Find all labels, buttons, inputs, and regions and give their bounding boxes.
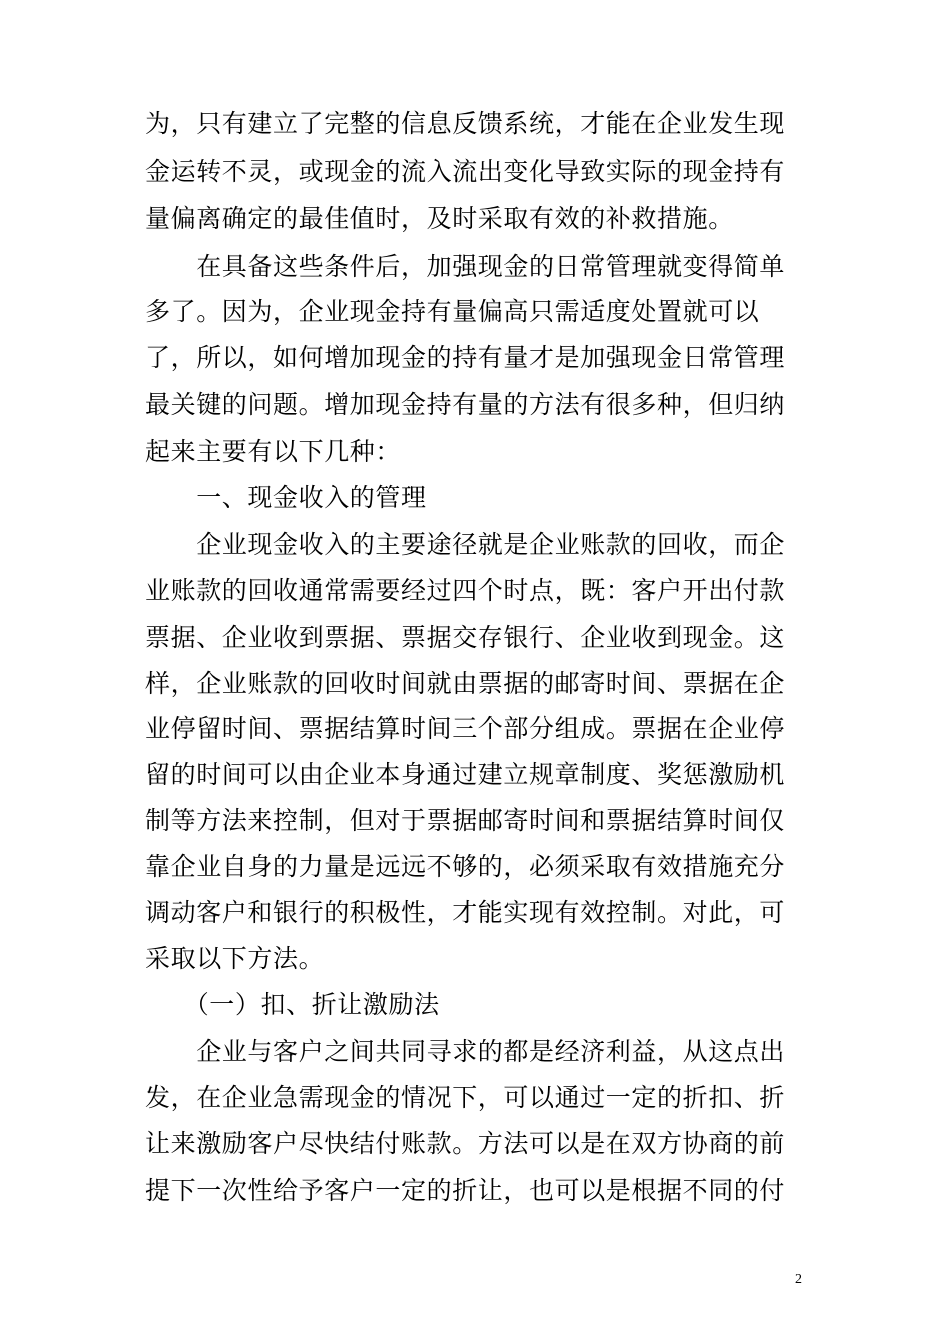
text-line: 调动客户和银行的积极性，才能实现有效控制。对此，可 <box>145 898 786 927</box>
text-line: 金运转不灵，或现金的流入流出变化导致实际的现金持有 <box>145 157 786 186</box>
text-line: 起来主要有以下几种： <box>145 437 402 466</box>
text-line: 样，企业账款的回收时间就由票据的邮寄时间、票据在企 <box>145 669 786 698</box>
text-line: 让来激励客户尽快结付账款。方法可以是在双方协商的前 <box>145 1129 786 1158</box>
section-heading: 一、现金收入的管理 <box>145 483 427 512</box>
text-line: 靠企业自身的力量是远远不够的，必须采取有效措施充分 <box>145 852 786 881</box>
text-line: 在具备这些条件后，加强现金的日常管理就变得简单 <box>145 252 786 281</box>
text-line: 制等方法来控制，但对于票据邮寄时间和票据结算时间仅 <box>145 806 786 835</box>
text-line: 最关键的问题。增加现金持有量的方法有很多种，但归纳 <box>145 390 786 419</box>
text-line: 留的时间可以由企业本身通过建立规章制度、奖惩激励机 <box>145 760 786 789</box>
text-line: 票据、企业收到票据、票据交存银行、企业收到现金。这 <box>145 623 786 652</box>
text-line: 了，所以，如何增加现金的持有量才是加强现金日常管理 <box>145 343 786 372</box>
text-line: 为，只有建立了完整的信息反馈系统，才能在企业发生现 <box>145 109 786 138</box>
text-line: 业账款的回收通常需要经过四个时点，既：客户开出付款 <box>145 576 786 605</box>
text-line: 采取以下方法。 <box>145 944 325 973</box>
page-number: 2 <box>795 1272 802 1287</box>
text-line: 发，在企业急需现金的情况下，可以通过一定的折扣、折 <box>145 1083 786 1112</box>
text-line: 量偏离确定的最佳值时，及时采取有效的补救措施。 <box>145 204 734 233</box>
subsection-heading: （一）扣、折让激励法 <box>145 990 440 1019</box>
text-line: 企业现金收入的主要途径就是企业账款的回收，而企 <box>145 530 786 559</box>
text-line: 业停留时间、票据结算时间三个部分组成。票据在企业停 <box>145 714 786 743</box>
text-line: 提下一次性给予客户一定的折让，也可以是根据不同的付 <box>145 1176 786 1205</box>
text-line: 企业与客户之间共同寻求的都是经济利益，从这点出 <box>145 1037 786 1066</box>
text-line: 多了。因为，企业现金持有量偏高只需适度处置就可以 <box>145 297 760 326</box>
